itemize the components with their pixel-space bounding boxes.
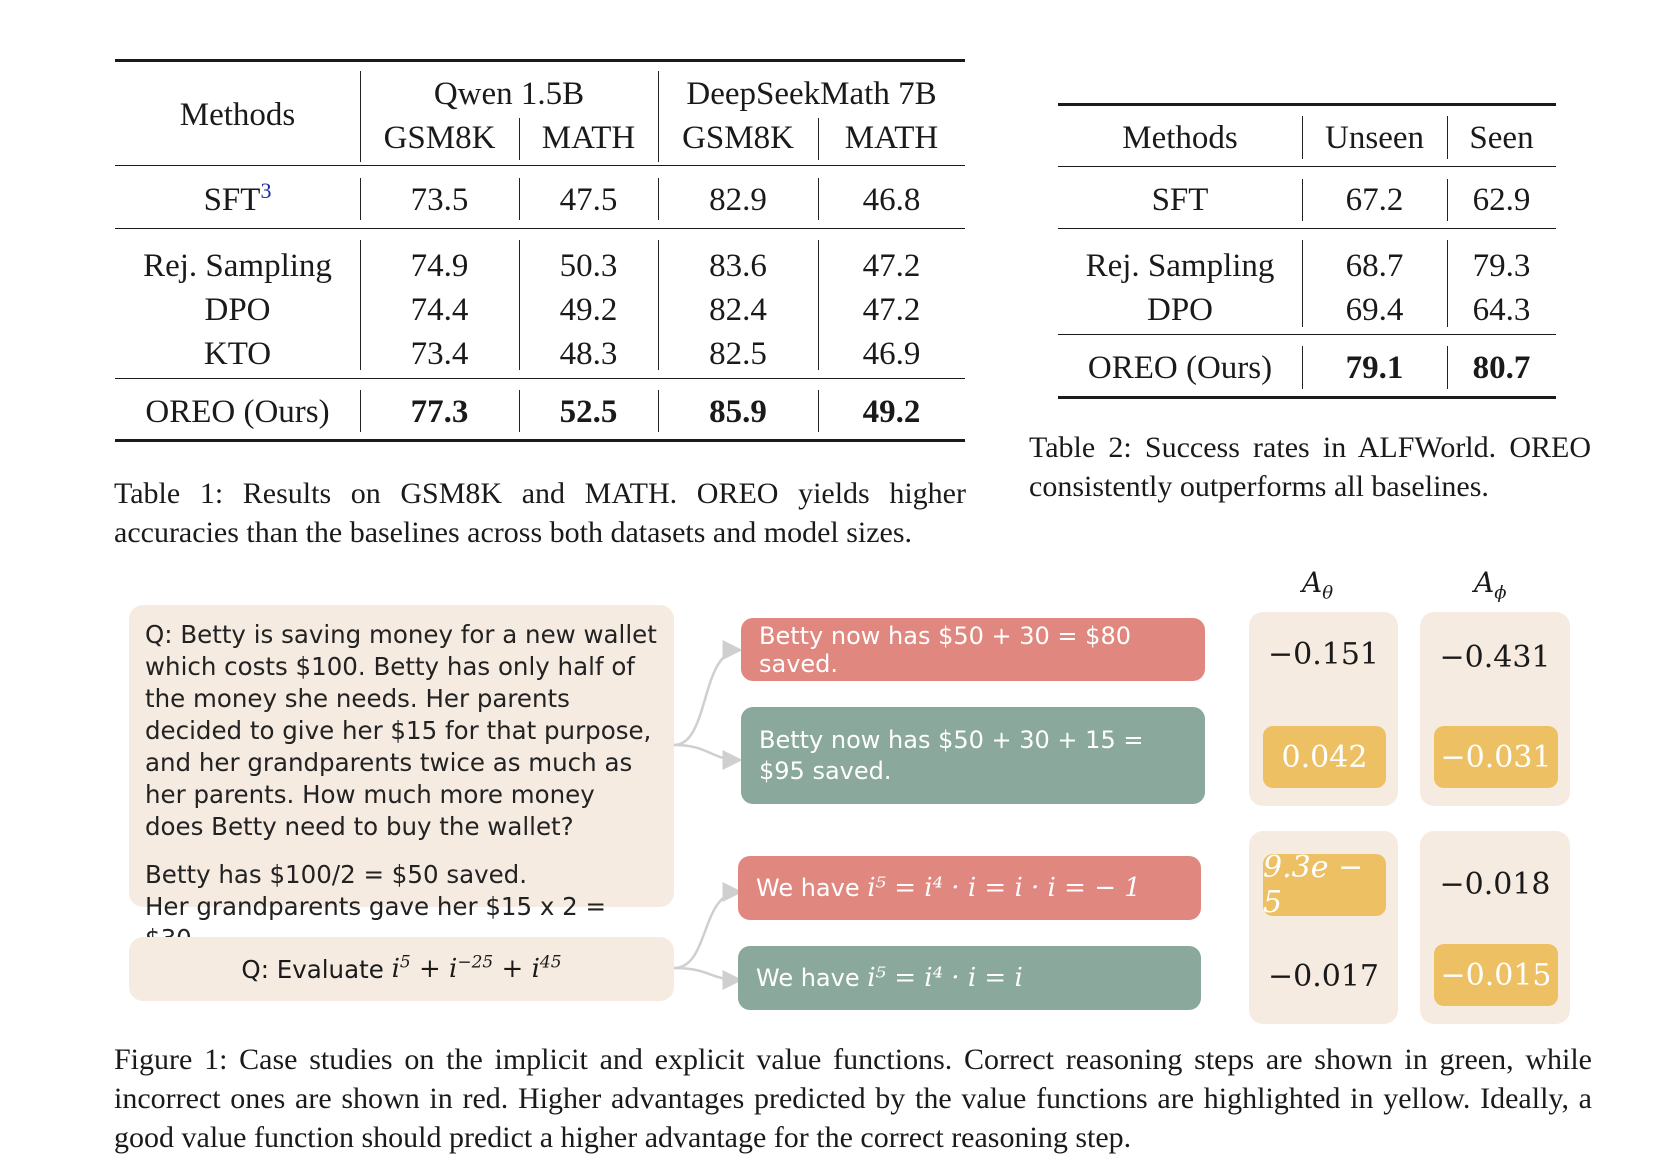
table1-sft-label: SFT$^3$ <box>203 178 272 218</box>
advantage-phi-value: −0.431 <box>1439 640 1551 675</box>
step-expression: i⁵ = i⁴ · i = i · i = − 1 <box>867 873 1141 903</box>
table1-methods-header: Methods <box>179 97 296 133</box>
table2-cell: 64.3 <box>1472 292 1531 328</box>
table1-cell-best: 77.3 <box>410 394 469 430</box>
table1-cell-best: 52.5 <box>559 394 618 430</box>
table1-subheader: MATH <box>541 120 636 156</box>
table1-subheader: MATH <box>844 120 939 156</box>
step-expression: i⁵ = i⁴ · i = i <box>867 963 1023 993</box>
col-header-phi: $A_\phi$ <box>1474 566 1507 604</box>
table2-top-rule <box>1058 103 1556 106</box>
question2-label: Q: Evaluate <box>241 954 392 984</box>
question-text: Q: Betty is saving money for a new wallet which costs $100. Betty has only half of the money she needs. Her parents decided to give her $15 for that purpose, and her grandparents twice as much as her parents. How much more money does Betty need to buy the wallet? <box>145 620 657 841</box>
step-correct-evaluate <box>738 946 1201 1010</box>
table2-cell: 67.2 <box>1345 182 1404 218</box>
table1-cell-best: 49.2 <box>862 394 921 430</box>
advantage-theta-value: −0.017 <box>1267 959 1380 994</box>
table1-baseline-rule <box>115 378 965 379</box>
advantage-phi-value: −0.018 <box>1439 867 1551 902</box>
table1-cell: 82.9 <box>709 182 767 218</box>
table2-cell: 68.7 <box>1345 248 1404 284</box>
question2-expression: $i^5 + i^{-25} + i^{45}$ <box>391 952 562 984</box>
table1-cell: 48.3 <box>559 336 618 372</box>
reasoning-step: Her grandparents gave her $15 x 2 = <box>145 892 607 921</box>
table2-cell-best: 79.1 <box>1345 350 1404 386</box>
table1-cell: 74.9 <box>410 248 469 284</box>
table1-sft-rule <box>115 228 965 229</box>
col-header-theta: $A_\theta$ <box>1302 566 1334 604</box>
table1-cell: 47.2 <box>862 248 921 284</box>
table2-row-label: DPO <box>1146 292 1214 328</box>
step-prefix: We have <box>756 964 868 992</box>
table2-baseline-rule <box>1058 334 1556 335</box>
table2-col <box>1302 244 1447 332</box>
table2-header-rule <box>1058 166 1556 167</box>
table1-cell: 46.9 <box>862 336 921 372</box>
table1-col <box>818 244 965 376</box>
advantage-theta-highlight: 9.3e − 5 <box>1263 854 1386 916</box>
table1-col <box>360 244 519 376</box>
table2-cell: 62.9 <box>1472 182 1531 218</box>
question-box-betty <box>129 605 674 921</box>
table1-row-label: DPO <box>204 292 271 328</box>
table2-cell: 79.3 <box>1472 248 1531 284</box>
table2-col <box>1447 244 1556 332</box>
table2-row-label: Rej. Sampling <box>1085 248 1275 284</box>
table2-header: Seen <box>1469 120 1534 156</box>
question-box-evaluate <box>129 937 674 1001</box>
table1-baseline-labels <box>115 244 360 376</box>
table1-cell: 82.4 <box>709 292 767 328</box>
step-incorrect-evaluate <box>738 856 1201 920</box>
table1-row-label: Rej. Sampling <box>143 248 332 284</box>
table1-subheader: GSM8K <box>383 120 496 156</box>
table1-cell: 74.4 <box>410 292 469 328</box>
table1-cell: 73.4 <box>410 336 469 372</box>
table1-ours-label: OREO (Ours) <box>145 394 330 430</box>
table1-bottom-rule <box>115 439 965 442</box>
table1-cell: 46.8 <box>862 182 921 218</box>
table2-sft-rule <box>1058 228 1556 229</box>
footnote-link[interactable]: 3 <box>260 178 272 203</box>
table2-cell-best: 80.7 <box>1472 350 1531 386</box>
table1-top-rule <box>115 59 965 62</box>
advantage-phi-highlight: −0.015 <box>1434 944 1558 1006</box>
table1-cell: 82.5 <box>709 336 767 372</box>
table2-ours-label: OREO (Ours) <box>1087 350 1273 386</box>
advantage-theta-highlight: 0.042 <box>1263 726 1386 788</box>
table1-col <box>519 244 658 376</box>
table1-cell: 49.2 <box>559 292 618 328</box>
table2-header: Unseen <box>1325 120 1424 156</box>
table2-caption: Table 2: Success rates in ALFWorld. OREO consistently outperforms all baselines. <box>1029 431 1591 503</box>
reasoning-step: Betty has $100/2 = $50 saved. <box>145 860 528 889</box>
table1-subheader: GSM8K <box>682 120 794 156</box>
table1-col <box>658 244 818 376</box>
table1-header-rule <box>115 165 965 166</box>
advantage-phi-highlight: −0.031 <box>1434 726 1558 788</box>
table1-model2-header: DeepSeekMath 7B <box>686 76 937 112</box>
table2-baseline-labels <box>1058 244 1302 332</box>
table2-cell: 69.4 <box>1345 292 1404 328</box>
table2-header: Methods <box>1122 120 1238 156</box>
table1-model1-header: Qwen 1.5B <box>433 76 585 112</box>
table1-caption: Table 1: Results on GSM8K and MATH. OREO yields higher accuracies than the baselines across both datasets and model sizes. <box>114 477 966 549</box>
figure1-caption: Figure 1: Case studies on the implicit and explicit value functions. Correct reasoning steps are shown in green, while incorrect ones are shown in red. Higher advantages predicted by the value functions are highlighted in yellow. Ideally, a good value function should predict a higher advantage for the correct reasoning step. <box>114 1043 1592 1154</box>
table2-sft-label: SFT <box>1151 182 1209 218</box>
table1-cell: 83.6 <box>709 248 767 284</box>
table1-cell: 50.3 <box>559 248 618 284</box>
table1-cell-best: 85.9 <box>709 394 767 430</box>
table1-cell: 73.5 <box>410 182 469 218</box>
advantage-theta-value: −0.151 <box>1267 637 1380 672</box>
step-prefix: We have <box>756 874 868 902</box>
table1-row-label: KTO <box>203 336 272 372</box>
table1-cell: 47.5 <box>559 182 618 218</box>
step-correct-betty: Betty now has $50 + 30 + 15 = $95 saved. <box>741 707 1205 804</box>
table2-bottom-rule <box>1058 396 1556 399</box>
table1-cell: 47.2 <box>862 292 921 328</box>
step-incorrect-betty: Betty now has $50 + 30 = $80 saved. <box>741 618 1205 681</box>
